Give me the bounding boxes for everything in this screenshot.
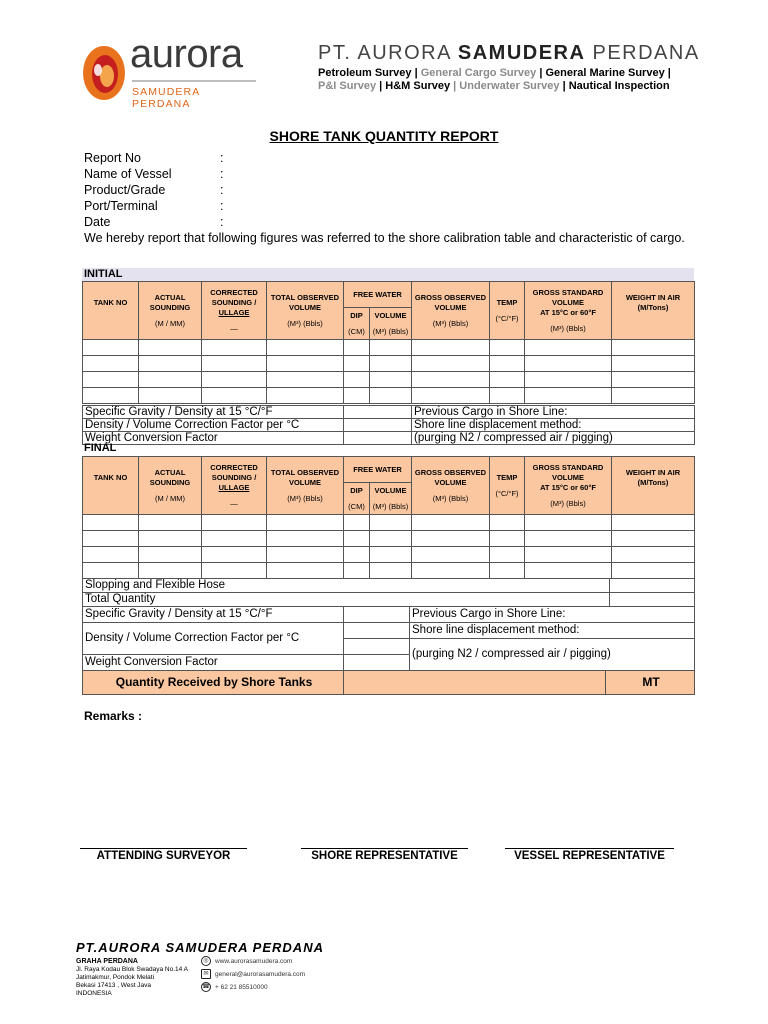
header-temp bbox=[490, 457, 525, 515]
service-general-marine: | General Marine Survey | bbox=[536, 67, 671, 79]
header-actual-sounding-text: ACTUAL SOUNDING bbox=[149, 467, 191, 487]
table-cell[interactable] bbox=[525, 563, 612, 579]
table-cell[interactable] bbox=[490, 547, 525, 563]
service-general-cargo: General Cargo Survey bbox=[417, 67, 537, 79]
quantity-unit-mt: MT bbox=[606, 671, 695, 695]
table-cell[interactable] bbox=[202, 563, 267, 579]
header-total-observed-unit: (M³) (Bbls) bbox=[287, 493, 323, 503]
signature-shore-representative: SHORE REPRESENTATIVE bbox=[301, 848, 468, 862]
logo-divider bbox=[132, 80, 256, 82]
footer-building: GRAHA PERDANA bbox=[76, 958, 138, 965]
final-vcf-value-b[interactable] bbox=[344, 639, 410, 655]
report-title bbox=[0, 128, 768, 144]
header-weight-in-air bbox=[612, 457, 695, 515]
initial-sg-value[interactable] bbox=[344, 406, 412, 419]
field-date-colon: : bbox=[220, 215, 224, 229]
table-cell[interactable] bbox=[139, 372, 202, 388]
footer-address-line-3: Bekasi 17413 , West Java bbox=[76, 982, 152, 989]
table-row bbox=[83, 547, 695, 563]
final-displacement-label: Shore line displacement method: bbox=[410, 623, 695, 639]
table-cell[interactable] bbox=[202, 372, 267, 388]
table-cell[interactable] bbox=[525, 356, 612, 372]
initial-measurement-table bbox=[82, 281, 695, 404]
table-row bbox=[83, 340, 695, 356]
footer-address-line-4: INDONESIA bbox=[76, 990, 112, 997]
mail-icon: ✉ bbox=[201, 969, 211, 979]
final-wcf-value[interactable] bbox=[344, 655, 410, 671]
table-cell[interactable] bbox=[267, 388, 344, 404]
table-cell[interactable] bbox=[202, 356, 267, 372]
service-underwater: | Underwater Survey bbox=[453, 80, 560, 92]
report-title-text: SHORE TANK QUANTITY REPORT bbox=[269, 128, 499, 144]
table-cell[interactable] bbox=[412, 531, 490, 547]
logo-emblem-icon bbox=[80, 40, 132, 104]
header-weight-text: WEIGHT IN AIR bbox=[625, 292, 681, 302]
header-corrected-sounding: CORRECTED SOUNDING / ULLAGE — bbox=[202, 282, 267, 340]
footer-email[interactable] bbox=[201, 969, 305, 979]
header-gsv-unit: (M³) (Bbls) bbox=[550, 323, 586, 333]
table-cell[interactable] bbox=[267, 547, 344, 563]
table-cell[interactable] bbox=[344, 547, 370, 563]
header-dip-text: DIP bbox=[350, 310, 363, 320]
table-cell[interactable] bbox=[344, 372, 370, 388]
header-total-observed-text: TOTAL OBSERVED VOLUME bbox=[270, 467, 340, 487]
header-total-observed-text: TOTAL OBSERVED VOLUME bbox=[270, 292, 340, 312]
table-cell[interactable] bbox=[525, 547, 612, 563]
table-cell[interactable] bbox=[412, 388, 490, 404]
header-gross-standard bbox=[525, 457, 612, 515]
table-cell[interactable] bbox=[525, 388, 612, 404]
table-cell[interactable] bbox=[267, 531, 344, 547]
header-temp-unit: (°C/°F) bbox=[495, 488, 519, 498]
statement-text: We hereby report that following figures was referred to the shore calibration table and characteristic of cargo. bbox=[84, 231, 685, 245]
table-cell[interactable] bbox=[412, 356, 490, 372]
header-temp bbox=[490, 282, 525, 340]
header-dip-unit: (CM) bbox=[348, 501, 365, 511]
final-wcf-label: Weight Conversion Factor bbox=[83, 655, 344, 671]
table-cell[interactable] bbox=[612, 531, 695, 547]
service-pi: P&I Survey bbox=[318, 80, 377, 92]
field-date-label: Date bbox=[84, 215, 111, 229]
quantity-received-label: Quantity Received by Shore Tanks bbox=[83, 671, 344, 695]
header-volume-unit: (M³) (Bbls) bbox=[372, 501, 409, 511]
header-tank-no-text: TANK NO bbox=[93, 297, 128, 307]
initial-factors-table bbox=[82, 405, 695, 445]
table-cell[interactable] bbox=[612, 356, 695, 372]
header-volume bbox=[370, 483, 412, 515]
total-quantity-label: Total Quantity bbox=[83, 593, 610, 607]
logo-wordmark: aurora bbox=[130, 32, 243, 76]
table-cell[interactable] bbox=[83, 372, 139, 388]
table-cell[interactable] bbox=[202, 515, 267, 531]
table-cell[interactable] bbox=[83, 515, 139, 531]
table-cell[interactable] bbox=[490, 356, 525, 372]
field-port-label: Port/Terminal bbox=[84, 199, 158, 213]
header-gsv-text: GROSS STANDARD VOLUME bbox=[532, 462, 604, 482]
table-cell[interactable] bbox=[344, 356, 370, 372]
header-total-observed-unit: (M³) (Bbls) bbox=[287, 318, 323, 328]
company-name bbox=[318, 42, 700, 65]
header-volume-unit: (M³) (Bbls) bbox=[372, 326, 409, 336]
header-dip-unit: (CM) bbox=[348, 326, 365, 336]
header-weight-unit: (M/Tons) bbox=[637, 477, 669, 487]
table-cell[interactable] bbox=[139, 531, 202, 547]
initial-displacement-label: Shore line displacement method: bbox=[412, 419, 695, 432]
table-cell[interactable] bbox=[612, 515, 695, 531]
table-cell[interactable] bbox=[412, 563, 490, 579]
total-quantity-value[interactable] bbox=[610, 593, 695, 607]
table-cell[interactable] bbox=[83, 388, 139, 404]
header-tank-no-text: TANK NO bbox=[93, 472, 128, 482]
header-gsv-temp: AT 15°C or 60°F bbox=[540, 307, 596, 317]
final-measurement-table bbox=[82, 456, 695, 579]
table-cell[interactable] bbox=[612, 372, 695, 388]
footer-address bbox=[76, 958, 188, 998]
table-row bbox=[83, 388, 695, 404]
field-report-no-label: Report No bbox=[84, 151, 141, 165]
header-actual-sounding-unit: (M / MM) bbox=[155, 318, 185, 328]
table-cell[interactable] bbox=[267, 340, 344, 356]
table-cell[interactable] bbox=[490, 388, 525, 404]
table-cell[interactable] bbox=[83, 356, 139, 372]
header-corrected-text: CORRECTED SOUNDING / bbox=[210, 287, 258, 307]
final-sg-value[interactable] bbox=[344, 607, 410, 623]
table-cell[interactable] bbox=[344, 531, 370, 547]
header-dip bbox=[344, 483, 370, 515]
initial-purging-label: (purging N2 / compressed air / pigging) bbox=[412, 432, 695, 445]
final-prev-cargo-label: Previous Cargo in Shore Line: bbox=[410, 607, 695, 623]
table-cell[interactable] bbox=[344, 340, 370, 356]
table-cell[interactable] bbox=[344, 515, 370, 531]
table-cell[interactable] bbox=[525, 340, 612, 356]
field-vessel-label: Name of Vessel bbox=[84, 167, 172, 181]
services-line-2 bbox=[318, 80, 670, 92]
header-corrected-sounding: CORRECTED SOUNDING / ULLAGE — bbox=[202, 457, 267, 515]
table-cell[interactable] bbox=[612, 340, 695, 356]
company-name-suffix: PERDANA bbox=[585, 42, 700, 64]
header-volume-text: VOLUME bbox=[374, 310, 407, 320]
footer-phone-text[interactable]: + 62 21 85510000 bbox=[215, 983, 268, 991]
table-cell[interactable] bbox=[490, 372, 525, 388]
remarks-label: Remarks : bbox=[84, 709, 143, 723]
footer-website[interactable] bbox=[201, 956, 292, 966]
table-cell[interactable] bbox=[612, 563, 695, 579]
table-cell[interactable] bbox=[202, 340, 267, 356]
header-actual-sounding-text: ACTUAL SOUNDING bbox=[149, 292, 191, 312]
table-cell[interactable] bbox=[612, 547, 695, 563]
table-cell[interactable] bbox=[139, 356, 202, 372]
final-factors-table bbox=[82, 606, 695, 671]
table-cell[interactable] bbox=[412, 547, 490, 563]
phone-icon: ☎ bbox=[202, 984, 210, 990]
table-cell[interactable] bbox=[412, 340, 490, 356]
table-cell[interactable] bbox=[139, 515, 202, 531]
table-cell[interactable] bbox=[267, 515, 344, 531]
signature-vessel-representative: VESSEL REPRESENTATIVE bbox=[505, 848, 674, 862]
header-weight-in-air bbox=[612, 282, 695, 340]
service-petroleum: Petroleum Survey | bbox=[318, 67, 418, 79]
section-initial-label: INITIAL bbox=[82, 268, 694, 281]
header-weight-unit: (M/Tons) bbox=[637, 302, 669, 312]
field-product-colon: : bbox=[220, 183, 224, 197]
footer-company-name: PT.AURORA SAMUDERA PERDANA bbox=[76, 940, 324, 955]
section-final-label: FINAL bbox=[84, 442, 117, 454]
final-totals-table bbox=[82, 578, 695, 607]
table-row bbox=[83, 563, 695, 579]
table-cell[interactable] bbox=[202, 388, 267, 404]
final-vcf-label: Density / Volume Correction Factor per °C bbox=[83, 623, 344, 655]
header-dip-text: DIP bbox=[350, 485, 363, 495]
header-gross-observed bbox=[412, 282, 490, 340]
header-gross-standard bbox=[525, 282, 612, 340]
company-name-bold: SAMUDERA bbox=[457, 42, 586, 64]
table-row bbox=[83, 531, 695, 547]
table-cell[interactable] bbox=[83, 547, 139, 563]
table-cell[interactable] bbox=[202, 547, 267, 563]
table-cell[interactable] bbox=[83, 563, 139, 579]
initial-prev-cargo-label: Previous Cargo in Shore Line: bbox=[412, 406, 695, 419]
services-line-1 bbox=[318, 67, 671, 79]
header-corrected-text: CORRECTED SOUNDING / bbox=[210, 462, 258, 482]
table-cell[interactable] bbox=[370, 340, 412, 356]
slopping-value[interactable] bbox=[610, 579, 695, 593]
table-cell[interactable] bbox=[490, 563, 525, 579]
table-cell[interactable] bbox=[612, 388, 695, 404]
footer-address-line-1: Jl. Raya Kodau Blok Swadaya No.14 A bbox=[76, 966, 189, 973]
company-logo bbox=[80, 32, 258, 110]
footer-email-text[interactable]: general@aurorasamudera.com bbox=[215, 970, 306, 978]
footer-website-text[interactable]: www.aurorasamudera.com bbox=[215, 957, 293, 965]
header-dip bbox=[344, 308, 370, 340]
table-cell[interactable] bbox=[370, 388, 412, 404]
table-cell[interactable] bbox=[139, 547, 202, 563]
quantity-received-table bbox=[82, 670, 695, 695]
table-cell[interactable] bbox=[139, 388, 202, 404]
table-cell[interactable] bbox=[370, 356, 412, 372]
header-actual-sounding-unit: (M / MM) bbox=[155, 493, 185, 503]
table-cell[interactable] bbox=[344, 388, 370, 404]
header-gross-observed-unit: (M³) (Bbls) bbox=[432, 493, 469, 503]
header-gsv-text: GROSS STANDARD VOLUME bbox=[532, 287, 604, 307]
header-free-water: FREE WATER bbox=[344, 282, 412, 308]
header-gsv-unit: (M³) (Bbls) bbox=[550, 498, 586, 508]
table-cell[interactable] bbox=[525, 515, 612, 531]
header-actual-sounding bbox=[139, 282, 202, 340]
table-cell[interactable] bbox=[525, 531, 612, 547]
header-gsv-temp: AT 15°C or 60°F bbox=[540, 482, 596, 492]
table-cell[interactable] bbox=[202, 531, 267, 547]
table-cell[interactable] bbox=[490, 515, 525, 531]
table-row bbox=[83, 372, 695, 388]
header-gross-observed bbox=[412, 457, 490, 515]
table-cell[interactable] bbox=[370, 372, 412, 388]
table-cell[interactable] bbox=[267, 356, 344, 372]
header-volume-text: VOLUME bbox=[374, 485, 407, 495]
header-weight-text: WEIGHT IN AIR bbox=[625, 467, 681, 477]
logo-subtitle: SAMUDERA PERDANA bbox=[132, 86, 200, 110]
table-cell[interactable] bbox=[412, 515, 490, 531]
slopping-label: Slopping and Flexible Hose bbox=[83, 579, 610, 593]
final-vcf-value-a[interactable] bbox=[344, 623, 410, 639]
header-actual-sounding bbox=[139, 457, 202, 515]
field-report-no-colon: : bbox=[220, 151, 224, 165]
table-cell[interactable] bbox=[370, 547, 412, 563]
initial-vcf-label: Density / Volume Correction Factor per °C bbox=[83, 419, 344, 432]
header-temp-text: TEMP bbox=[496, 297, 518, 307]
field-vessel-colon: : bbox=[220, 167, 224, 181]
field-product-label: Product/Grade bbox=[84, 183, 166, 197]
table-cell[interactable] bbox=[139, 563, 202, 579]
service-nautical: | Nautical Inspection bbox=[559, 80, 670, 92]
signature-attending-surveyor: ATTENDING SURVEYOR bbox=[80, 848, 247, 862]
table-row bbox=[83, 356, 695, 372]
table-cell[interactable] bbox=[370, 531, 412, 547]
header-ullage-text: ULLAGE bbox=[218, 307, 250, 317]
table-cell[interactable] bbox=[490, 531, 525, 547]
quantity-received-value[interactable] bbox=[344, 671, 606, 695]
final-sg-label: Specific Gravity / Density at 15 °C/°F bbox=[83, 607, 344, 623]
table-cell[interactable] bbox=[370, 515, 412, 531]
header-gross-observed-text: GROSS OBSERVED VOLUME bbox=[414, 292, 487, 312]
table-cell[interactable] bbox=[370, 563, 412, 579]
table-row bbox=[83, 515, 695, 531]
field-port-colon: : bbox=[220, 199, 224, 213]
service-hm: | H&M Survey bbox=[376, 80, 454, 92]
initial-sg-label: Specific Gravity / Density at 15 °C/°F bbox=[83, 406, 344, 419]
footer-address-line-2: Jatimakmur, Pondok Melati bbox=[76, 974, 155, 981]
header-total-observed bbox=[267, 282, 344, 340]
header-temp-text: TEMP bbox=[496, 472, 518, 482]
table-cell[interactable] bbox=[83, 340, 139, 356]
header-volume bbox=[370, 308, 412, 340]
header-free-water: FREE WATER bbox=[344, 457, 412, 483]
header-gross-observed-text: GROSS OBSERVED VOLUME bbox=[414, 467, 487, 487]
header-ullage-text: ULLAGE bbox=[218, 482, 250, 492]
header-temp-unit: (°C/°F) bbox=[495, 313, 519, 323]
header-total-observed bbox=[267, 457, 344, 515]
table-cell[interactable] bbox=[267, 563, 344, 579]
company-name-prefix: PT. AURORA bbox=[318, 42, 458, 64]
table-cell[interactable] bbox=[490, 340, 525, 356]
header-gross-observed-unit: (M³) (Bbls) bbox=[432, 318, 469, 328]
header-tank-no bbox=[83, 457, 139, 515]
header-tank-no bbox=[83, 282, 139, 340]
final-purging-label: (purging N2 / compressed air / pigging) bbox=[410, 639, 695, 671]
initial-vcf-value[interactable] bbox=[344, 419, 412, 432]
initial-wcf-label: Weight Conversion Factor bbox=[83, 432, 344, 445]
table-cell[interactable] bbox=[412, 372, 490, 388]
globe-icon: ◎ bbox=[201, 956, 211, 966]
table-cell[interactable] bbox=[267, 372, 344, 388]
table-cell[interactable] bbox=[139, 340, 202, 356]
table-cell[interactable] bbox=[83, 531, 139, 547]
table-cell[interactable] bbox=[525, 372, 612, 388]
table-cell[interactable] bbox=[344, 563, 370, 579]
footer-phone[interactable] bbox=[201, 982, 268, 992]
